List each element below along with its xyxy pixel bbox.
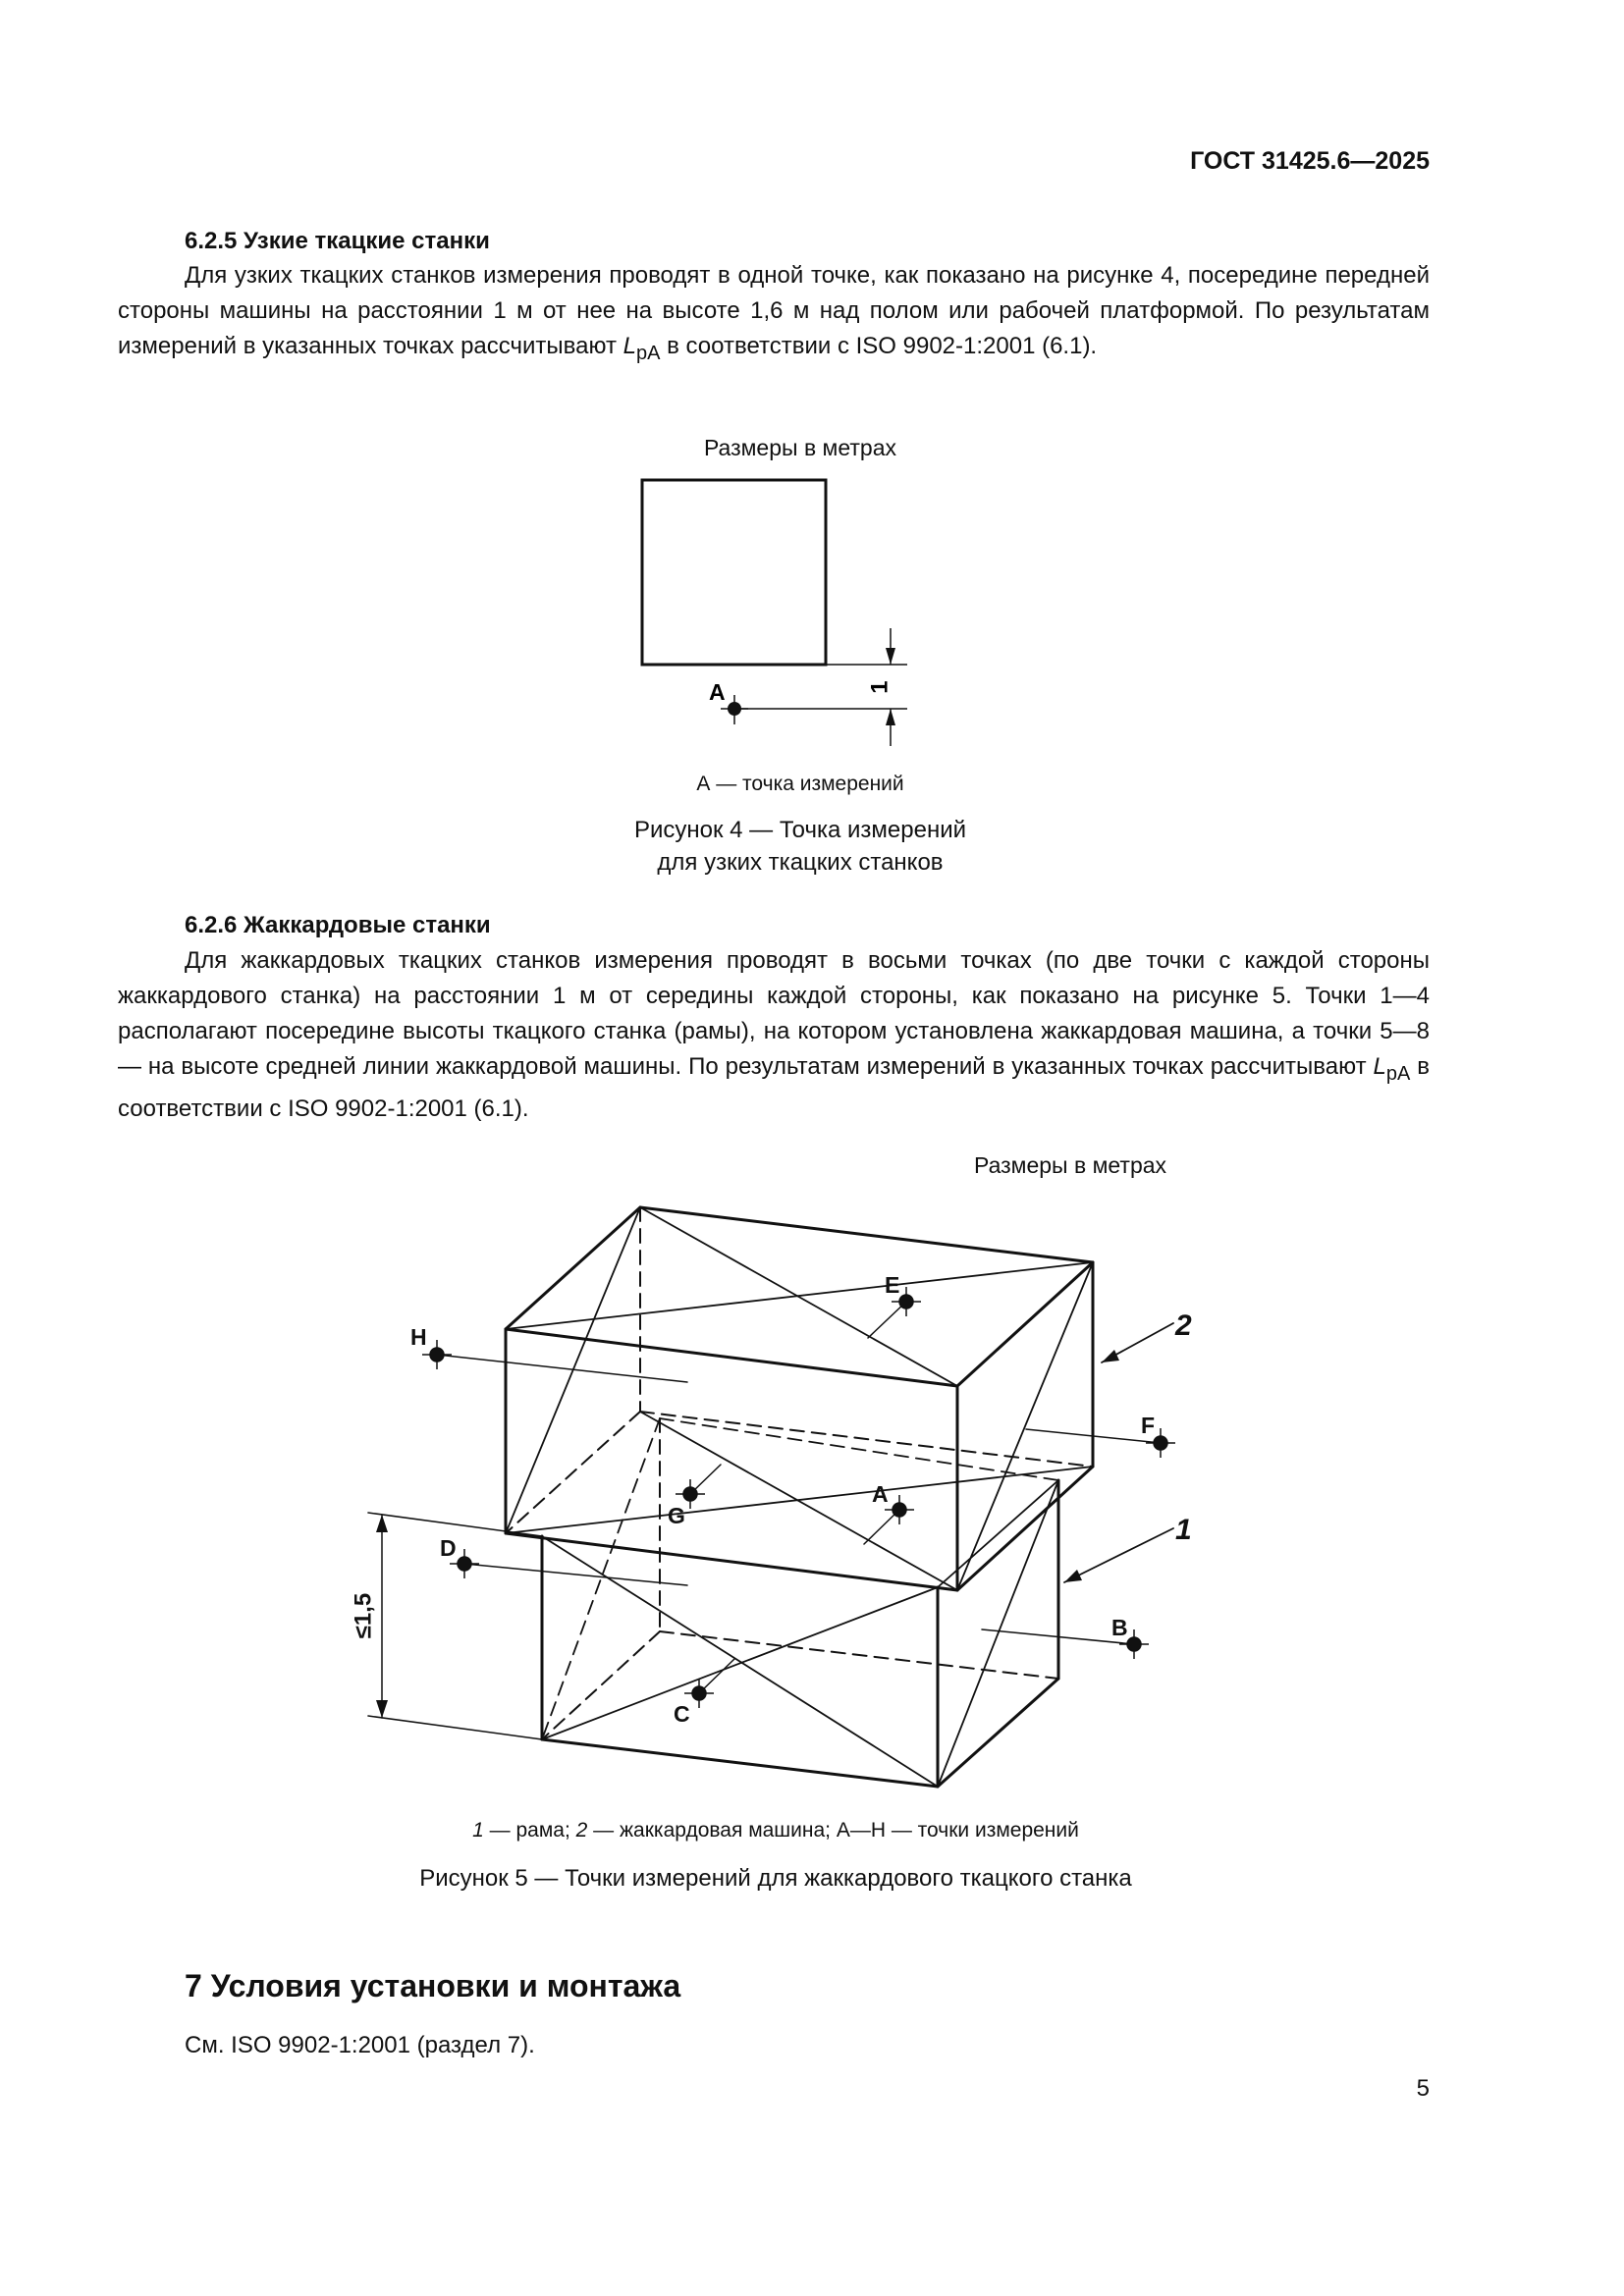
- point-a-label: A: [709, 679, 726, 705]
- figure-5-caption: Рисунок 5 — Точки измерений для жаккардового ткацкого станка: [419, 1865, 1132, 1892]
- section-heading-6-2-6: 6.2.6 Жаккардовые станки: [185, 912, 491, 938]
- arrowheads: [376, 1350, 1119, 1718]
- lpa-subscript: pA: [635, 342, 661, 364]
- dimension-label: 1: [866, 680, 893, 694]
- measurement-points: [422, 1287, 1175, 1708]
- point-h-label: H: [410, 1324, 427, 1350]
- point-b-label: B: [1111, 1615, 1128, 1640]
- point-g-label: G: [668, 1503, 685, 1528]
- jacquard-machine-diagonals: [506, 1207, 1093, 1590]
- point-a-label: A: [872, 1481, 889, 1507]
- lpa-symbol: L: [1373, 1053, 1386, 1080]
- figure-4-caption-line-1: Рисунок 4 — Точка измерений: [633, 817, 967, 843]
- point-f-label: F: [1141, 1413, 1156, 1438]
- section-heading-6-2-5: 6.2.5 Узкие ткацкие станки: [185, 228, 490, 254]
- arrow-down: [886, 648, 895, 665]
- figure-4-legend: А — точка измерений: [696, 773, 904, 795]
- jacquard-machine-hidden-edges: [506, 1207, 1093, 1533]
- part-leaders: [1064, 1323, 1173, 1582]
- figure-4-caption-line-2: для узких ткацких станков: [657, 849, 944, 876]
- lpa-subscript: pA: [1385, 1062, 1411, 1085]
- point-d-label: D: [440, 1535, 457, 1561]
- point-a-marker: [728, 702, 741, 716]
- part-1-label: 1: [1175, 1514, 1192, 1546]
- section-7-heading: 7 Условия установки и монтажа: [185, 1968, 681, 2003]
- arrow-up: [886, 709, 895, 725]
- paragraph-text: Для жаккардовых ткацких станков измерения проводят в восьми точках (по две точки с каждой стороны жаккардового станка) на расстоянии 1 м от середины каждой стороны, как показано на рисунке 5. Точки 1—4 располагают посередине высоты ткацкого станка (рамы), на котором установлена жаккардовая машина, а точки 5—8 — на высоте средней линии жаккардовой машины. По результатам измерений в указанных точках рассчитывают: [118, 947, 1430, 1080]
- lpa-symbol: L: [623, 333, 636, 359]
- document-code: ГОСТ 31425.6—2025: [1190, 147, 1430, 175]
- paragraph-text: в соответствии с ISO 9902-1:2001 (6.1).: [118, 1053, 1431, 1122]
- machine-outline: [642, 480, 826, 665]
- legend-item-1-number: 1: [472, 1819, 484, 1842]
- legend-text: — рама;: [483, 1819, 576, 1842]
- paragraph-text: Для узких ткацких станков измерения проводят в одной точке, как показано на рисунке 4, посередине передней стороны машины на расстоянии 1 м от нее на высоте 1,6 м над полом или рабочей платформой. По результатам измерений в указанных точках рассчитывают: [118, 262, 1430, 359]
- paragraph-text: в соответствии с ISO 9902-1:2001 (6.1).: [660, 333, 1098, 359]
- paragraph-6-2-6: [118, 943, 1430, 1127]
- legend-text: — жаккардовая машина; А—Н — точки измерений: [587, 1819, 1079, 1842]
- figure-4-units: Размеры в метрах: [703, 435, 897, 460]
- point-e-label: E: [885, 1272, 900, 1298]
- legend-item-2-number: 2: [575, 1819, 588, 1842]
- section-7-text: См. ISO 9902-1:2001 (раздел 7).: [185, 2032, 535, 2058]
- page-number: 5: [1416, 2075, 1430, 2102]
- paragraph-6-2-5: [118, 258, 1430, 371]
- figure-5-diagram: [344, 1183, 1208, 1801]
- figure-5-units: Размеры в метрах: [974, 1152, 1167, 1178]
- jacquard-machine-box: [506, 1207, 1093, 1590]
- part-2-label: 2: [1175, 1309, 1192, 1342]
- height-dimension-label: ≤1,5: [350, 1592, 377, 1639]
- figure-4-diagram: [589, 461, 943, 756]
- loom-frame-diagonals: [542, 1418, 1058, 1787]
- point-c-label: C: [674, 1701, 690, 1727]
- figure-5-legend: [353, 1819, 1198, 1842]
